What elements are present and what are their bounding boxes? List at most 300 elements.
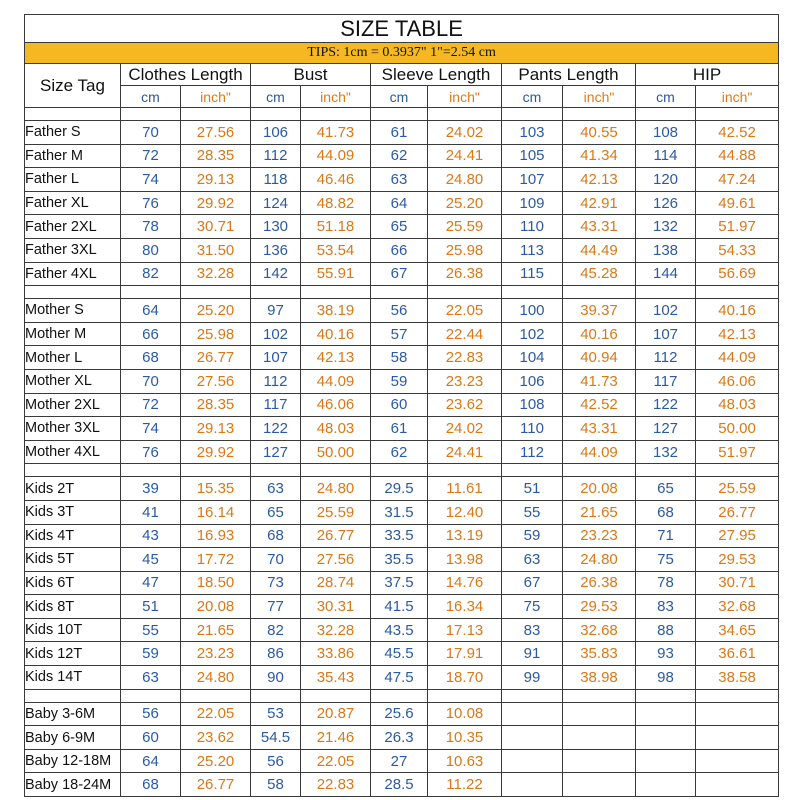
table-row xyxy=(25,322,779,346)
tips-banner: TIPS: 1cm = 0.3937" 1"=2.54 cm xyxy=(25,43,779,64)
spacer-cell xyxy=(636,689,696,702)
cm-value-cell: 112 xyxy=(251,369,301,393)
inch-value-cell: 11.22 xyxy=(428,773,502,797)
col-header-size-tag: Size Tag xyxy=(25,64,121,108)
size-tag-cell: Father XL xyxy=(25,191,121,215)
inch-value-cell: 23.23 xyxy=(563,524,636,548)
cm-value-cell: 29.5 xyxy=(371,477,428,501)
size-tag-cell: Mother M xyxy=(25,322,121,346)
cm-value-cell: 127 xyxy=(251,440,301,464)
inch-value-cell: 56.69 xyxy=(696,262,779,286)
table-row xyxy=(25,121,779,145)
cm-value-cell: 68 xyxy=(636,500,696,524)
size-tag-cell: Mother L xyxy=(25,346,121,370)
inch-value-cell: 41.34 xyxy=(563,144,636,168)
table-row xyxy=(25,571,779,595)
cm-value-cell: 60 xyxy=(371,393,428,417)
cm-value-cell: 112 xyxy=(251,144,301,168)
size-tag-cell: Mother XL xyxy=(25,369,121,393)
unit-inch: inch" xyxy=(696,86,779,108)
table-row xyxy=(25,393,779,417)
cm-value-cell: 74 xyxy=(121,417,181,441)
inch-value-cell: 24.80 xyxy=(428,168,502,192)
inch-value-cell: 42.52 xyxy=(696,121,779,145)
cm-value-cell: 76 xyxy=(121,440,181,464)
table-row xyxy=(25,726,779,750)
size-tag-cell: Father S xyxy=(25,121,121,145)
inch-value-cell: 11.61 xyxy=(428,477,502,501)
size-tag-cell: Baby 6-9M xyxy=(25,726,121,750)
size-tag-cell: Baby 3-6M xyxy=(25,702,121,726)
units-row xyxy=(25,86,779,108)
header-row xyxy=(25,64,779,86)
cm-value-cell: 67 xyxy=(502,571,563,595)
inch-value-cell: 38.98 xyxy=(563,666,636,690)
size-table-container xyxy=(24,14,778,797)
cm-value-cell: 65 xyxy=(636,477,696,501)
cm-value-cell: 68 xyxy=(251,524,301,548)
cm-value-cell: 108 xyxy=(636,121,696,145)
table-row xyxy=(25,749,779,773)
inch-value-cell: 34.65 xyxy=(696,618,779,642)
cm-value-cell: 77 xyxy=(251,595,301,619)
inch-value-cell: 40.94 xyxy=(563,346,636,370)
inch-value-cell: 26.38 xyxy=(428,262,502,286)
spacer-cell xyxy=(371,108,428,121)
cm-value-cell: 64 xyxy=(371,191,428,215)
spacer-cell xyxy=(563,286,636,299)
inch-value-cell: 46.06 xyxy=(301,393,371,417)
table-row xyxy=(25,642,779,666)
inch-value-cell: 32.68 xyxy=(563,618,636,642)
size-table xyxy=(24,14,779,797)
unit-inch: inch" xyxy=(563,86,636,108)
cm-value-cell: 35.5 xyxy=(371,548,428,572)
cm-value-cell: 41 xyxy=(121,500,181,524)
inch-value-cell: 41.73 xyxy=(301,121,371,145)
cm-value-cell: 57 xyxy=(371,322,428,346)
inch-value-cell: 14.76 xyxy=(428,571,502,595)
cm-value-cell: 68 xyxy=(121,773,181,797)
spacer-cell xyxy=(251,108,301,121)
table-row xyxy=(25,595,779,619)
inch-value-cell: 32.68 xyxy=(696,595,779,619)
spacer-cell xyxy=(696,689,779,702)
inch-value-cell: 27.95 xyxy=(696,524,779,548)
cm-value-cell: 88 xyxy=(636,618,696,642)
inch-value-cell: 44.88 xyxy=(696,144,779,168)
inch-value-cell: 44.09 xyxy=(563,440,636,464)
cm-value-cell: 58 xyxy=(251,773,301,797)
unit-cm: cm xyxy=(371,86,428,108)
cm-value-cell: 102 xyxy=(636,299,696,323)
inch-value-cell: 22.05 xyxy=(301,749,371,773)
cm-value-cell: 43 xyxy=(121,524,181,548)
spacer-cell xyxy=(636,108,696,121)
cm-value-cell: 60 xyxy=(121,726,181,750)
cm-value-cell: 56 xyxy=(251,749,301,773)
spacer-cell xyxy=(502,464,563,477)
inch-value-cell: 44.09 xyxy=(301,369,371,393)
size-tag-cell: Father M xyxy=(25,144,121,168)
inch-value-cell: 43.31 xyxy=(563,215,636,239)
cm-value-cell: 66 xyxy=(371,238,428,262)
inch-value-cell: 13.19 xyxy=(428,524,502,548)
inch-value-cell: 18.50 xyxy=(181,571,251,595)
size-tag-cell: Mother S xyxy=(25,299,121,323)
spacer-cell xyxy=(301,464,371,477)
spacer-cell xyxy=(696,286,779,299)
spacer-cell xyxy=(181,464,251,477)
inch-value-cell: 49.61 xyxy=(696,191,779,215)
spacer-cell xyxy=(251,464,301,477)
cm-value-cell: 63 xyxy=(371,168,428,192)
inch-value-cell: 32.28 xyxy=(181,262,251,286)
inch-value-cell: 32.28 xyxy=(301,618,371,642)
inch-value-cell: 30.71 xyxy=(181,215,251,239)
spacer-cell xyxy=(181,286,251,299)
inch-value-cell: 24.80 xyxy=(301,477,371,501)
col-header-bust: Bust xyxy=(251,64,371,86)
cm-value-cell: 97 xyxy=(251,299,301,323)
inch-value-cell: 46.46 xyxy=(301,168,371,192)
size-tag-cell: Father L xyxy=(25,168,121,192)
unit-cm: cm xyxy=(251,86,301,108)
inch-value-cell: 10.63 xyxy=(428,749,502,773)
inch-value-cell: 16.93 xyxy=(181,524,251,548)
spacer-cell xyxy=(301,108,371,121)
cm-value-cell: 59 xyxy=(502,524,563,548)
cm-value-cell: 102 xyxy=(502,322,563,346)
table-row xyxy=(25,262,779,286)
cm-value-cell: 59 xyxy=(121,642,181,666)
cm-value-cell: 112 xyxy=(502,440,563,464)
inch-value-cell: 29.92 xyxy=(181,191,251,215)
spacer-cell xyxy=(696,108,779,121)
size-tag-cell: Father 3XL xyxy=(25,238,121,262)
inch-value-cell: 16.34 xyxy=(428,595,502,619)
spacer-cell xyxy=(428,286,502,299)
group-spacer-row xyxy=(25,464,779,477)
inch-value-cell: 40.55 xyxy=(563,121,636,145)
cm-value-cell: 107 xyxy=(502,168,563,192)
inch-value-cell: 28.74 xyxy=(301,571,371,595)
inch-value-cell: 48.03 xyxy=(696,393,779,417)
inch-value-cell: 51.97 xyxy=(696,215,779,239)
inch-value-cell: 42.13 xyxy=(563,168,636,192)
inch-value-cell: 17.91 xyxy=(428,642,502,666)
inch-value-cell: 40.16 xyxy=(301,322,371,346)
inch-value-cell: 20.08 xyxy=(563,477,636,501)
inch-value-cell: 35.43 xyxy=(301,666,371,690)
size-tag-cell: Kids 6T xyxy=(25,571,121,595)
cm-value-cell: 64 xyxy=(121,749,181,773)
table-row xyxy=(25,440,779,464)
spacer-cell xyxy=(301,689,371,702)
cm-value-cell: 51 xyxy=(502,477,563,501)
inch-value-cell: 38.58 xyxy=(696,666,779,690)
cm-value-cell: 39 xyxy=(121,477,181,501)
cm-value-cell: 136 xyxy=(251,238,301,262)
spacer-cell xyxy=(25,286,121,299)
size-tag-cell: Kids 14T xyxy=(25,666,121,690)
spacer-cell xyxy=(121,464,181,477)
cm-value-cell: 61 xyxy=(371,417,428,441)
size-tag-cell: Kids 2T xyxy=(25,477,121,501)
inch-value-cell: 25.59 xyxy=(428,215,502,239)
inch-value-cell: 22.05 xyxy=(181,702,251,726)
unit-inch: inch" xyxy=(428,86,502,108)
inch-value-cell: 44.09 xyxy=(696,346,779,370)
cm-value-cell: 76 xyxy=(121,191,181,215)
cm-value-cell: 80 xyxy=(121,238,181,262)
spacer-cell xyxy=(563,689,636,702)
cm-value-cell: 105 xyxy=(502,144,563,168)
inch-value-cell: 24.02 xyxy=(428,417,502,441)
cm-value-cell: 25.6 xyxy=(371,702,428,726)
inch-value-cell: 25.20 xyxy=(181,749,251,773)
inch-value-cell: 42.13 xyxy=(696,322,779,346)
cm-value-cell: 75 xyxy=(636,548,696,572)
cm-value-cell: 106 xyxy=(251,121,301,145)
cm-value-cell: 115 xyxy=(502,262,563,286)
inch-value-cell: 22.83 xyxy=(301,773,371,797)
size-tag-cell: Kids 4T xyxy=(25,524,121,548)
inch-value-cell: 17.72 xyxy=(181,548,251,572)
table-row xyxy=(25,477,779,501)
inch-value-cell: 20.08 xyxy=(181,595,251,619)
cm-value-cell: 132 xyxy=(636,440,696,464)
inch-value-cell: 42.13 xyxy=(301,346,371,370)
inch-value-cell: 21.46 xyxy=(301,726,371,750)
inch-value-cell: 27.56 xyxy=(181,369,251,393)
table-row xyxy=(25,524,779,548)
cm-value-cell: 27 xyxy=(371,749,428,773)
inch-value-cell: 22.83 xyxy=(428,346,502,370)
table-row xyxy=(25,548,779,572)
cm-value-cell: 118 xyxy=(251,168,301,192)
cm-value-cell: 55 xyxy=(502,500,563,524)
cm-value-cell: 117 xyxy=(636,369,696,393)
cm-value-cell: 138 xyxy=(636,238,696,262)
inch-value-cell: 21.65 xyxy=(181,618,251,642)
cm-value-cell: 55 xyxy=(121,618,181,642)
size-tag-cell: Kids 5T xyxy=(25,548,121,572)
table-row xyxy=(25,191,779,215)
cm-value-cell: 86 xyxy=(251,642,301,666)
inch-value-cell: 23.23 xyxy=(181,642,251,666)
inch-value-cell: 15.35 xyxy=(181,477,251,501)
inch-value-cell: 26.77 xyxy=(181,346,251,370)
spacer-cell xyxy=(696,464,779,477)
inch-value-cell: 53.54 xyxy=(301,238,371,262)
cm-value-cell: 64 xyxy=(121,299,181,323)
spacer-cell xyxy=(181,108,251,121)
size-tag-cell: Father 2XL xyxy=(25,215,121,239)
cm-value-cell: 120 xyxy=(636,168,696,192)
spacer-cell xyxy=(121,108,181,121)
table-row xyxy=(25,299,779,323)
inch-value-cell xyxy=(563,749,636,773)
cm-value-cell: 28.5 xyxy=(371,773,428,797)
inch-value-cell: 29.92 xyxy=(181,440,251,464)
cm-value-cell: 102 xyxy=(251,322,301,346)
spacer-cell xyxy=(563,108,636,121)
inch-value-cell xyxy=(696,702,779,726)
cm-value-cell: 59 xyxy=(371,369,428,393)
inch-value-cell: 42.52 xyxy=(563,393,636,417)
cm-value-cell: 142 xyxy=(251,262,301,286)
cm-value-cell: 93 xyxy=(636,642,696,666)
cm-value-cell: 144 xyxy=(636,262,696,286)
unit-cm: cm xyxy=(121,86,181,108)
inch-value-cell: 23.62 xyxy=(181,726,251,750)
unit-cm: cm xyxy=(636,86,696,108)
cm-value-cell: 104 xyxy=(502,346,563,370)
spacer-cell xyxy=(251,286,301,299)
inch-value-cell: 27.56 xyxy=(181,121,251,145)
cm-value-cell xyxy=(502,773,563,797)
cm-value-cell: 45 xyxy=(121,548,181,572)
cm-value-cell: 47 xyxy=(121,571,181,595)
inch-value-cell: 48.03 xyxy=(301,417,371,441)
inch-value-cell: 41.73 xyxy=(563,369,636,393)
cm-value-cell: 72 xyxy=(121,393,181,417)
cm-value-cell: 33.5 xyxy=(371,524,428,548)
spacer-cell xyxy=(502,108,563,121)
inch-value-cell: 28.35 xyxy=(181,393,251,417)
spacer-cell xyxy=(502,286,563,299)
inch-value-cell: 10.35 xyxy=(428,726,502,750)
inch-value-cell: 26.38 xyxy=(563,571,636,595)
cm-value-cell: 65 xyxy=(371,215,428,239)
cm-value-cell: 107 xyxy=(251,346,301,370)
inch-value-cell: 29.13 xyxy=(181,417,251,441)
table-row xyxy=(25,238,779,262)
inch-value-cell: 39.37 xyxy=(563,299,636,323)
spacer-cell xyxy=(636,286,696,299)
cm-value-cell: 71 xyxy=(636,524,696,548)
cm-value-cell: 117 xyxy=(251,393,301,417)
size-tag-cell: Baby 18-24M xyxy=(25,773,121,797)
table-row xyxy=(25,346,779,370)
spacer-cell xyxy=(428,464,502,477)
cm-value-cell: 110 xyxy=(502,417,563,441)
col-header-hip: HIP xyxy=(636,64,779,86)
inch-value-cell: 35.83 xyxy=(563,642,636,666)
size-tag-cell: Mother 4XL xyxy=(25,440,121,464)
inch-value-cell: 31.50 xyxy=(181,238,251,262)
size-tag-cell: Mother 3XL xyxy=(25,417,121,441)
cm-value-cell: 90 xyxy=(251,666,301,690)
cm-value-cell: 127 xyxy=(636,417,696,441)
inch-value-cell: 29.53 xyxy=(696,548,779,572)
table-row xyxy=(25,369,779,393)
cm-value-cell xyxy=(636,749,696,773)
cm-value-cell: 75 xyxy=(502,595,563,619)
inch-value-cell: 40.16 xyxy=(696,299,779,323)
spacer-cell xyxy=(121,689,181,702)
cm-value-cell: 61 xyxy=(371,121,428,145)
inch-value-cell: 48.82 xyxy=(301,191,371,215)
cm-value-cell: 78 xyxy=(636,571,696,595)
cm-value-cell: 108 xyxy=(502,393,563,417)
cm-value-cell xyxy=(636,726,696,750)
cm-value-cell: 126 xyxy=(636,191,696,215)
cm-value-cell: 122 xyxy=(251,417,301,441)
cm-value-cell: 110 xyxy=(502,215,563,239)
col-header-clothes-length: Clothes Length xyxy=(121,64,251,86)
cm-value-cell: 67 xyxy=(371,262,428,286)
cm-value-cell: 31.5 xyxy=(371,500,428,524)
inch-value-cell: 25.20 xyxy=(181,299,251,323)
cm-value-cell xyxy=(636,773,696,797)
size-tag-cell: Kids 8T xyxy=(25,595,121,619)
spacer-cell xyxy=(371,286,428,299)
group-spacer-row xyxy=(25,286,779,299)
inch-value-cell xyxy=(563,726,636,750)
inch-value-cell: 45.28 xyxy=(563,262,636,286)
inch-value-cell: 26.77 xyxy=(696,500,779,524)
cm-value-cell: 106 xyxy=(502,369,563,393)
spacer-cell xyxy=(563,464,636,477)
cm-value-cell: 114 xyxy=(636,144,696,168)
cm-value-cell xyxy=(502,726,563,750)
cm-value-cell: 113 xyxy=(502,238,563,262)
size-tag-cell: Kids 10T xyxy=(25,618,121,642)
cm-value-cell: 107 xyxy=(636,322,696,346)
cm-value-cell: 70 xyxy=(121,369,181,393)
cm-value-cell: 70 xyxy=(251,548,301,572)
cm-value-cell: 45.5 xyxy=(371,642,428,666)
spacer-cell xyxy=(428,108,502,121)
inch-value-cell: 30.71 xyxy=(696,571,779,595)
table-row xyxy=(25,773,779,797)
cm-value-cell: 130 xyxy=(251,215,301,239)
cm-value-cell: 99 xyxy=(502,666,563,690)
spacer-cell xyxy=(251,689,301,702)
cm-value-cell: 83 xyxy=(502,618,563,642)
inch-value-cell: 25.59 xyxy=(696,477,779,501)
table-row xyxy=(25,417,779,441)
inch-value-cell: 25.20 xyxy=(428,191,502,215)
inch-value-cell: 44.49 xyxy=(563,238,636,262)
table-title: SIZE TABLE xyxy=(25,15,779,43)
cm-value-cell: 82 xyxy=(251,618,301,642)
cm-value-cell: 100 xyxy=(502,299,563,323)
cm-value-cell: 73 xyxy=(251,571,301,595)
cm-value-cell: 103 xyxy=(502,121,563,145)
inch-value-cell: 10.08 xyxy=(428,702,502,726)
spacer-cell xyxy=(371,689,428,702)
table-row xyxy=(25,666,779,690)
inch-value-cell: 51.97 xyxy=(696,440,779,464)
inch-value-cell: 47.24 xyxy=(696,168,779,192)
table-row xyxy=(25,168,779,192)
inch-value-cell: 50.00 xyxy=(301,440,371,464)
inch-value-cell xyxy=(696,749,779,773)
inch-value-cell: 13.98 xyxy=(428,548,502,572)
inch-value-cell: 24.41 xyxy=(428,144,502,168)
cm-value-cell: 37.5 xyxy=(371,571,428,595)
inch-value-cell xyxy=(696,773,779,797)
cm-value-cell: 26.3 xyxy=(371,726,428,750)
inch-value-cell: 29.53 xyxy=(563,595,636,619)
spacer-cell xyxy=(428,689,502,702)
cm-value-cell: 43.5 xyxy=(371,618,428,642)
cm-value-cell: 98 xyxy=(636,666,696,690)
cm-value-cell: 63 xyxy=(502,548,563,572)
